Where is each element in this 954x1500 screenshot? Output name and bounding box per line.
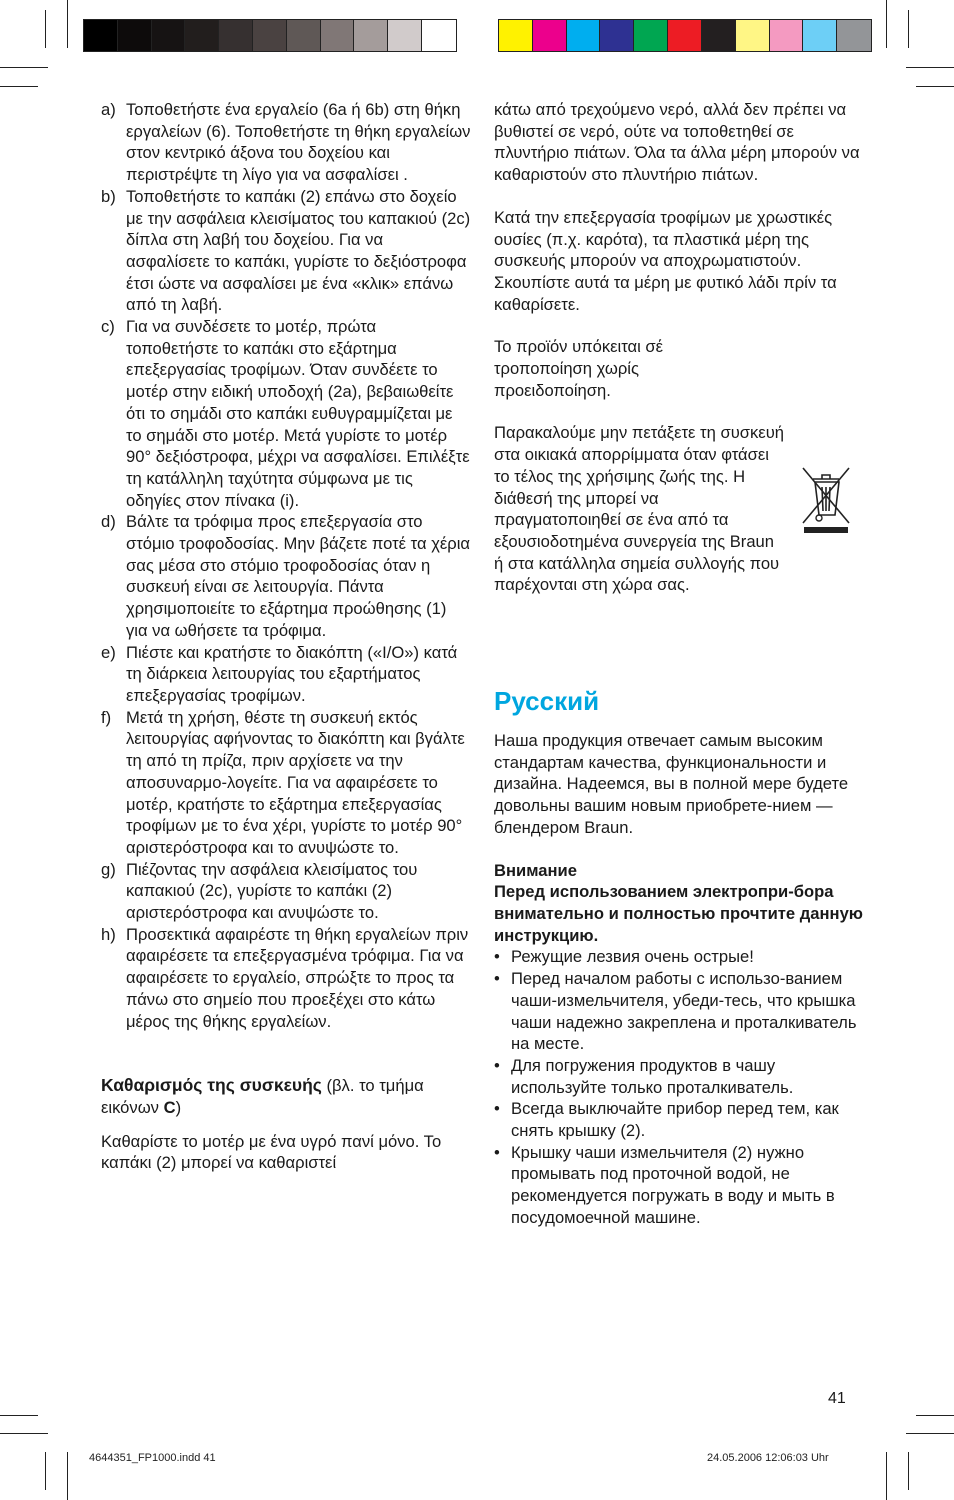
step-label: d) xyxy=(101,512,116,532)
gray-swatch xyxy=(321,20,355,51)
bullet-glyph: • xyxy=(494,947,500,967)
process-swatch xyxy=(634,20,668,51)
russian-intro: Наша продукция отвечает самым высоким стандартам качества, функциональности и дизайна. Надеемся, вы в полной мере будете довольны вашим новым приобрете-нием — блендером Braun. xyxy=(494,731,849,837)
assembly-steps-list xyxy=(101,99,471,1032)
attention-text: Перед использованием электропри-бора внимательно и полностью прочтите данную инструкцию. xyxy=(494,882,863,945)
safety-bullet xyxy=(494,1098,864,1141)
gray-swatch xyxy=(253,20,287,51)
disposal-note: Παρακαλούμε μην πετάξετε τη συσκευή στα οικιακά απορρίμματα όταν φτάσει το τέλος της χρήσιμης ζωής της. Η διάθεσή της μπορεί να πραγματοποιηθεί σε ένα από τα εξουσιοδοτημένα συνεργεία της Braun ή στα κατάλληλα σημεία συλλογής που παρέχονται στη χώρα σας. xyxy=(494,423,785,595)
assembly-step xyxy=(101,316,471,511)
step-text: Βάλτε τα τρόφιμα προς επεξεργασία στο στόμιο τροφοδοσίας. Μην βάζετε ποτέ τα χέρια σας μέσα στο στόμιο τροφοδοσίας όταν η συσκευή είναι σε λειτουργία. Πάντα χρησιμοποιείτε το εξάρτημα προώθησης (1) για να ωθήσετε τα τρόφιμα. xyxy=(126,512,471,640)
cleaning-reference-post: ) xyxy=(175,1097,182,1117)
page-number: 41 xyxy=(828,1390,846,1407)
footer-timestamp: 24.05.2006 12:06:03 Uhr xyxy=(707,1452,829,1464)
change-notice: Το προϊόν υπόκειται σέ τροποποίηση χωρίς προειδοποίηση. xyxy=(494,337,664,400)
right-column xyxy=(494,99,864,1229)
cleaning-text-continued: κάτω από τρεχούμενο νερό, αλλά δεν πρέπει να βυθιστεί σε νερό, ούτε να τοποθετηθεί σε πλυντήριο πιάτων. Όλα τα άλλα μέρη μπορούν να καθαριστούν στο πλυντήριο πιάτων. xyxy=(494,100,860,185)
coloring-note: Κατά την επεξεργασία τροφίμων με χρωστικές ουσίες (π.χ. καρότα), τα πλαστικά μέρη της συσκευής μπορούν να αποχρωματιστούν. Σκουπίστε αυτά τα μέρη με φυτικό λάδι πρίν τα καθαρίσετε. xyxy=(494,207,837,314)
step-text: Τοποθετήστε το καπάκι (2) επάνω στο δοχείο με την ασφάλεια κλεισίματος του καπακιού (2c) δίπλα στη λαβή του δοχείου. Για να ασφαλίσετε το καπάκι, γυρίστε το δεξιόστροφα έτσι ώστε να ασφαλίσει με ένα «κλικ» επάνω από τη λαβή. xyxy=(126,186,471,315)
safety-bullet-list xyxy=(494,946,864,1228)
process-swatch xyxy=(499,20,533,51)
grayscale-color-bar xyxy=(83,19,457,52)
assembly-step xyxy=(101,99,471,186)
crossed-out-wheeled-bin-icon xyxy=(800,465,852,535)
step-label: a) xyxy=(101,100,116,119)
process-swatch xyxy=(567,20,601,51)
process-color-bar xyxy=(498,19,872,52)
bullet-glyph: • xyxy=(494,969,500,989)
assembly-step xyxy=(101,186,471,316)
cleaning-reference-letter: C xyxy=(163,1097,176,1117)
process-swatch xyxy=(770,20,804,51)
step-text: Τοποθετήστε ένα εργαλείο (6a ή 6b) στη θήκη εργαλείων (6). Τοποθετήστε τη θήκη εργαλείων στον κεντρικό άξονα του δοχείου και περιστρέψτε τη λίγο για να ασφαλίσει . xyxy=(126,100,471,185)
process-swatch xyxy=(803,20,837,51)
bullet-text: Режущие лезвия очень острые! xyxy=(511,947,754,967)
safety-bullet xyxy=(494,946,864,968)
bullet-text: Крышку чаши измельчителя (2) нужно промывать под проточной водой, не рекомендуется погружать в воду и мыть в посудомоечной машине. xyxy=(511,1142,835,1227)
step-text: Για να συνδέσετε το μοτέρ, πρώτα τοποθετήστε το καπάκι στο εξάρτημα επεξεργασίας τροφίμων. Όταν συνδέετε το μοτέρ στην ειδική υποδοχή (2a), βεβαιωθείτε ότι το σημάδι στο καπάκι ευθυγραμμίζεται με το σημάδι στο μοτέρ. Μετά γυρίστε το μοτέρ 90° δεξιόστροφα, μέχρι να ασφαλίσει. Επιλέξτε τη κατάλληλη ταχύτητα σύμφωνα με τις οδηγίες στον πίνακα (i). xyxy=(126,317,470,510)
gray-swatch xyxy=(118,20,152,51)
gray-swatch xyxy=(185,20,219,51)
process-swatch xyxy=(600,20,634,51)
step-label: g) xyxy=(101,859,116,879)
assembly-step xyxy=(101,707,471,859)
safety-bullet xyxy=(494,968,864,1055)
russian-section-title: Русский xyxy=(494,686,600,717)
cleaning-reference-pre: (βλ. το τμήμα εικόνων xyxy=(101,1076,424,1117)
gray-swatch xyxy=(152,20,186,51)
bullet-glyph: • xyxy=(494,1142,500,1162)
step-label: c) xyxy=(101,317,115,337)
gray-swatch xyxy=(84,20,118,51)
assembly-step xyxy=(101,859,471,924)
bullet-text: Для погружения продуктов в чашу используйте только проталкиватель. xyxy=(511,1055,794,1097)
step-text: Πιέζοντας την ασφάλεια κλεισίματος του καπακιού (2c), γυρίστε το καπάκι (2) αριστερόστροφα και ανυψώστε το. xyxy=(126,859,418,923)
assembly-step xyxy=(101,511,471,641)
left-column xyxy=(101,99,471,1174)
gray-swatch xyxy=(422,20,456,51)
cleaning-heading: Καθαρισμός της συσκευής xyxy=(101,1075,322,1096)
bullet-text: Всегда выключайте прибор перед тем, как снять крышку (2). xyxy=(511,1099,839,1141)
process-swatch xyxy=(837,20,871,51)
bullet-glyph: • xyxy=(494,1099,500,1119)
step-label: b) xyxy=(101,186,116,206)
safety-bullet xyxy=(494,1142,864,1229)
process-swatch xyxy=(736,20,770,51)
gray-swatch xyxy=(219,20,253,51)
step-label: h) xyxy=(101,924,116,944)
attention-title: Внимание xyxy=(494,860,577,880)
process-swatch xyxy=(533,20,567,51)
step-text: Προσεκτικά αφαιρέστε τη θήκη εργαλείων πριν αφαιρέσετε τα επεξεργασμένα τρόφιμα. Για να αφαιρέσετε το εργαλείο, σπρώξτε το προς τα πάνω στο σημείο που προεξέχει στο κάτω μέρος της θήκης εργαλείων. xyxy=(126,924,469,1031)
bullet-text: Перед началом работы с использо-ванием чаши-измельчителя, убеди-тесь, что крышка чаши надежно закреплена и проталкиватель на месте. xyxy=(511,969,857,1054)
gray-swatch xyxy=(354,20,388,51)
assembly-step xyxy=(101,642,471,707)
step-text: Πιέστε και κρατήστε το διακόπτη («I/O») κατά τη διάρκεια λειτουργίας του εξαρτήματος επεξεργασίας τροφίμων. xyxy=(126,642,458,705)
step-label: e) xyxy=(101,642,116,662)
cleaning-section-heading xyxy=(101,1075,471,1118)
bullet-glyph: • xyxy=(494,1055,500,1075)
footer-file-info: 4644351_FP1000.indd 41 xyxy=(89,1452,216,1464)
gray-swatch xyxy=(287,20,321,51)
gray-swatch xyxy=(388,20,422,51)
assembly-step xyxy=(101,924,471,1033)
safety-bullet xyxy=(494,1055,864,1098)
step-text: Μετά τη χρήση, θέστε τη συσκευή εκτός λειτουργίας αφήνοντας το διακόπτη και βγάλτε τη από τη πρίζα, πριν αρχίσετε να την αποσυναρμο-λογείτε. Για να αφαιρέσετε το μοτέρ, κρατήστε το εξάρτημα επεξεργασίας τροφίμων με το ένα χέρι, γυρίστε το μοτέρ 90° αριστερόστροφα και το ανυψώστε το. xyxy=(126,707,465,857)
cleaning-text: Καθαρίστε το μοτέρ με ένα υγρό πανί μόνο. Το καπάκι (2) μπορεί να καθαριστεί xyxy=(101,1131,442,1173)
process-swatch xyxy=(702,20,736,51)
step-label: f) xyxy=(101,707,112,727)
process-swatch xyxy=(668,20,702,51)
